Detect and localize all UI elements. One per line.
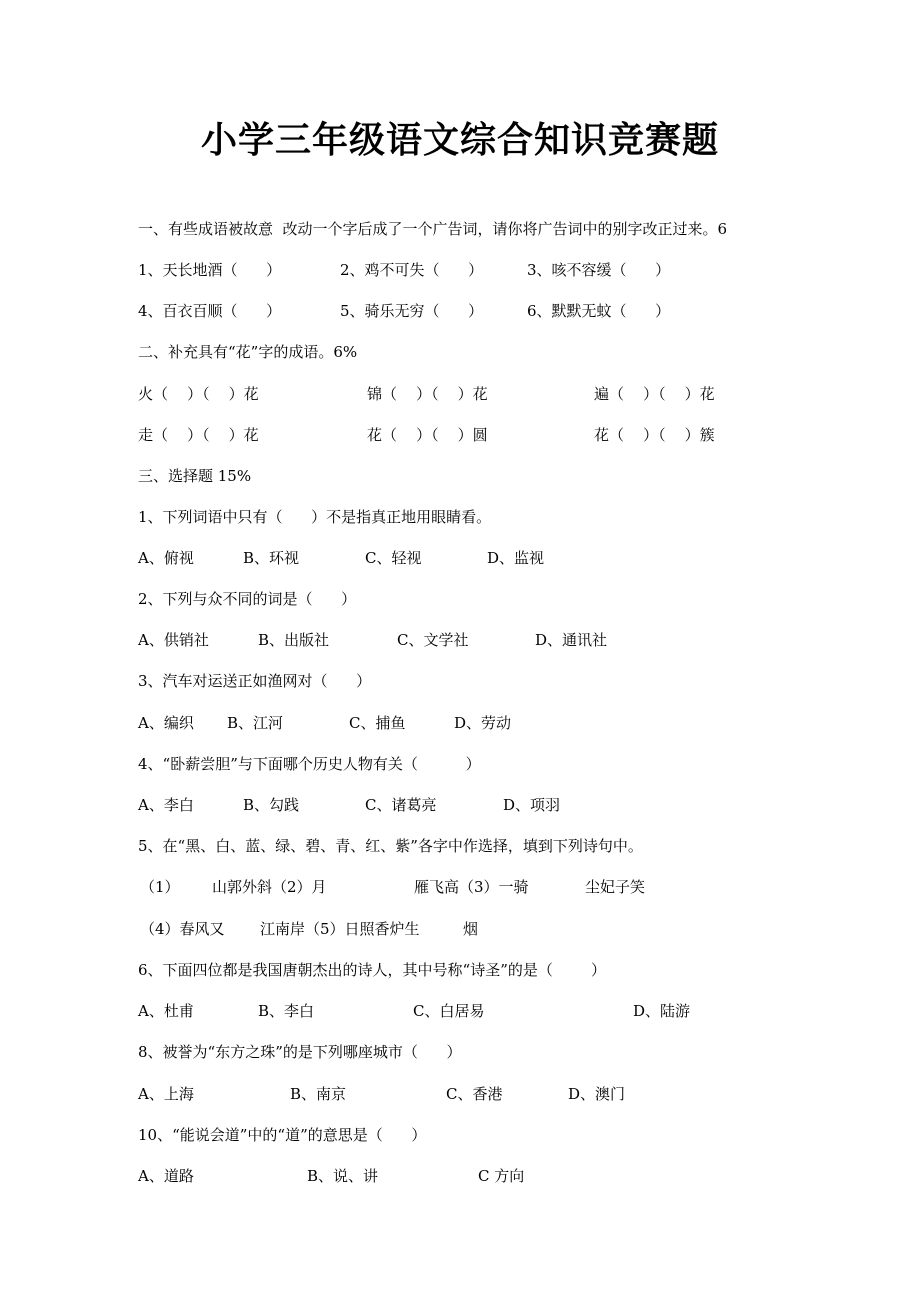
q4-stem: 4、“卧薪尝胆”与下面哪个历史人物有关（ ） [138, 755, 481, 773]
q5-stem: 5、在“黑、白、蓝、绿、碧、青、红、紫”各字中作选择，填到下列诗句中。 [138, 837, 643, 855]
q10-option-c: C 方向 [478, 1167, 525, 1185]
s2-item-2: 锦（ ）（ ）花 [367, 385, 488, 403]
q8-option-d: D、澳门 [568, 1085, 626, 1103]
s1-item-5: 5、骑乐无穷（ ） [340, 302, 484, 320]
s2-item-3: 遍（ ）（ ）花 [594, 385, 715, 403]
section-2-heading: 二、补充具有“花”字的成语。6% [138, 343, 358, 361]
q2-option-d: D、通讯社 [535, 631, 608, 649]
q6-option-a: A、杜甫 [138, 1002, 194, 1020]
q2-option-b: B、出版社 [258, 631, 330, 649]
s2-item-6: 花（ ）（ ）簇 [594, 426, 715, 444]
q8-option-c: C、香港 [446, 1085, 503, 1103]
q5-part-7: 烟 [463, 920, 479, 938]
s1-item-1: 1、天长地酒（ ） [138, 261, 282, 279]
s1-item-4: 4、百衣百顺（ ） [138, 302, 282, 320]
q8-option-b: B、南京 [290, 1085, 347, 1103]
q6-option-b: B、李白 [258, 1002, 315, 1020]
q6-option-c: C、白居易 [413, 1002, 485, 1020]
q5-part-3: 雁飞高（3）一骑 [414, 878, 529, 896]
q3-option-a: A、编织 [138, 714, 194, 732]
q1-option-a: A、俯视 [138, 549, 194, 567]
page-title: 小学三年级语文综合知识竞赛题 [200, 120, 719, 161]
q4-option-a: A、李白 [138, 796, 194, 814]
s1-item-3: 3、咳不容缓（ ） [527, 261, 671, 279]
q5-part-6: 江南岸（5）日照香炉生 [260, 920, 420, 938]
q6-stem: 6、下面四位都是我国唐朝杰出的诗人，其中号称“诗圣”的是（ ） [138, 961, 607, 979]
s2-item-4: 走（ ）（ ）花 [138, 426, 259, 444]
q5-part-5: （4）春风又 [140, 920, 225, 938]
q3-stem: 3、汽车对运送正如渔网对（ ） [138, 672, 372, 690]
q5-part-1: （1） [140, 878, 180, 896]
q10-option-b: B、说、讲 [307, 1167, 379, 1185]
q4-option-c: C、诸葛亮 [365, 796, 437, 814]
q2-option-c: C、文学社 [397, 631, 469, 649]
s1-item-6: 6、默默无蚊（ ） [527, 302, 671, 320]
q5-part-2: 山郭外斜（2）月 [212, 878, 327, 896]
section-3-heading: 三、选择题 15% [138, 467, 252, 485]
q2-stem: 2、下列与众不同的词是（ ） [138, 590, 357, 608]
q5-part-4: 尘妃子笑 [585, 878, 646, 896]
q1-stem: 1、下列词语中只有（ ）不是指真正地用眼睛看。 [138, 508, 492, 526]
s1-item-2: 2、鸡不可失（ ） [340, 261, 484, 279]
q8-option-a: A、上海 [138, 1085, 194, 1103]
q10-stem: 10、“能说会道”中的“道”的意思是（ ） [138, 1126, 427, 1144]
q10-option-a: A、道路 [138, 1167, 194, 1185]
q6-option-d: D、陆游 [633, 1002, 691, 1020]
q4-option-b: B、勾践 [243, 796, 300, 814]
q8-stem: 8、被誉为“东方之珠”的是下列哪座城市（ ） [138, 1043, 462, 1061]
section-1-heading: 一、有些成语被故意 改动一个字后成了一个广告词，请你将广告词中的别字改正过来。6 [138, 220, 728, 238]
q3-option-c: C、捕鱼 [349, 714, 406, 732]
q3-option-b: B、江河 [227, 714, 284, 732]
s2-item-1: 火（ ）（ ）花 [138, 385, 259, 403]
q1-option-d: D、监视 [487, 549, 545, 567]
q2-option-a: A、供销社 [138, 631, 209, 649]
q3-option-d: D、劳动 [454, 714, 512, 732]
s2-item-5: 花（ ）（ ）圆 [367, 426, 488, 444]
q1-option-c: C、轻视 [365, 549, 422, 567]
q4-option-d: D、项羽 [503, 796, 561, 814]
q1-option-b: B、环视 [243, 549, 300, 567]
